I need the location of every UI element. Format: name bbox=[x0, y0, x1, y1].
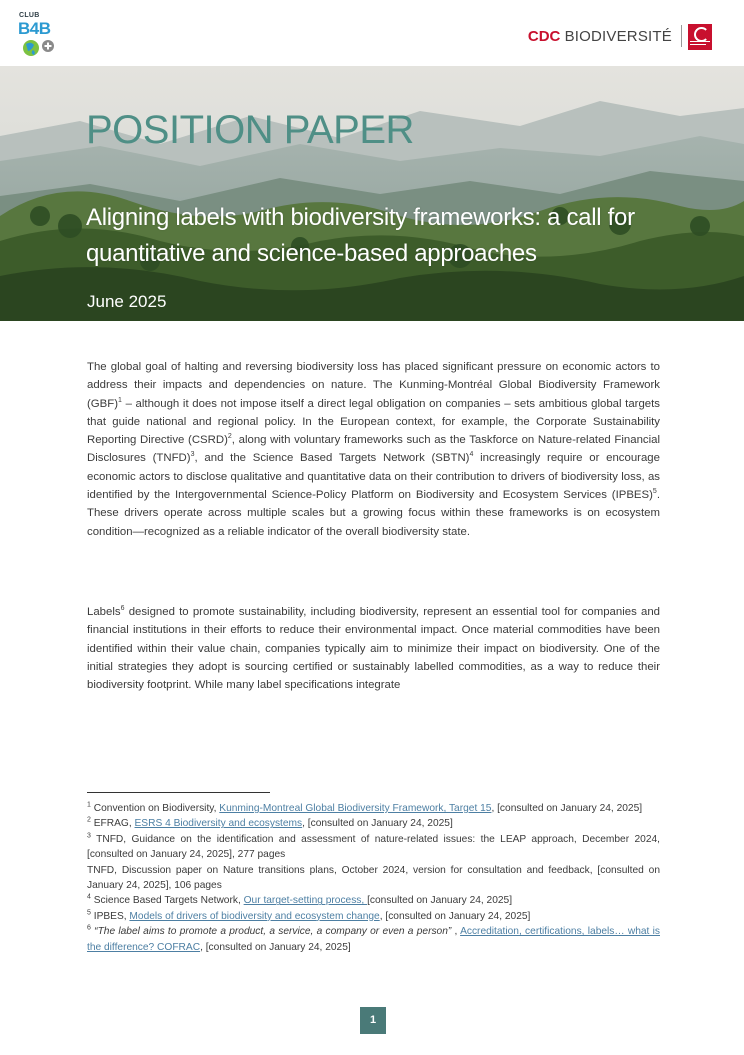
footnote-item bbox=[87, 801, 660, 816]
text-run: increasingly require or encourage economic actors to disclose qualitative and quantitative data on their contribution to drivers of biodiversity loss, as identified by the Intergovernmental Science-Policy Platform on Biodiversity and Ecosystem Services (IPBES) bbox=[87, 452, 660, 502]
footnote-item bbox=[87, 924, 660, 955]
cdc-label: CDC bbox=[527, 28, 561, 45]
caisse-depots-icon bbox=[688, 24, 712, 50]
footnote-text: , [consulted on January 24, 2025] bbox=[200, 941, 351, 953]
footnote-number: 1 bbox=[87, 801, 91, 809]
footnote-item bbox=[87, 832, 660, 863]
footnote-text: [consulted on January 24, 2025] bbox=[367, 895, 513, 907]
footnote-item bbox=[87, 863, 660, 894]
text-run: The global goal of halting and reversing biodiversity loss has placed significant pressure on economic actors to address their impacts and dependencies on nature. The Kunming-Montréal Global Biodiversity Framework (GBF) bbox=[87, 361, 660, 410]
footnote-quote: “The label aims to promote a product, a service, a company or even a person” bbox=[94, 926, 452, 938]
globe-icon bbox=[22, 38, 56, 58]
club-label: CLUB bbox=[19, 12, 40, 19]
club-b4b-logo bbox=[18, 12, 62, 58]
footnote-link[interactable]: Our target-setting process, bbox=[243, 895, 368, 907]
footnote-text: , [consulted on January 24, 2025] bbox=[491, 803, 643, 814]
footnote-text: Convention on Biodiversity, bbox=[93, 803, 220, 814]
footnote-link[interactable]: Kunming-Montreal Global Biodiversity Framework, Target 15 bbox=[219, 803, 492, 814]
logo-divider bbox=[681, 25, 682, 47]
biodiversite-label: BIODIVERSITÉ bbox=[564, 28, 672, 45]
footnote-separator bbox=[87, 792, 270, 793]
mountain-landscape-image bbox=[0, 66, 744, 321]
page-header bbox=[0, 0, 744, 66]
footnote-item bbox=[87, 816, 660, 831]
page-title: POSITION PAPER bbox=[86, 108, 414, 152]
footnote-ref: 2 bbox=[227, 433, 232, 441]
footnote-ref: 1 bbox=[118, 396, 122, 404]
text-run: – although it does not impose itself a direct legal obligation on companies – sets ambitious global targets that guide national and regional policy. In the European context, for example, the Corporate Sustainability Reporting Directive (CSRD) bbox=[87, 397, 660, 447]
footnote-text: Science Based Targets Network, bbox=[93, 895, 244, 907]
footnote-text: EFRAG, bbox=[93, 818, 135, 830]
footnote-link[interactable]: Models of drivers of biodiversity and ecosystem change bbox=[129, 910, 380, 922]
footnote-number: 4 bbox=[87, 894, 91, 902]
footnote-link[interactable]: Accreditation, certifications, labels… what is the difference? COFRAC bbox=[87, 926, 660, 953]
footnote-text: , [consulted on January 24, 2025] bbox=[379, 910, 531, 922]
footnote-link[interactable]: ESRS 4 Biodiversity and ecosystems bbox=[134, 818, 303, 830]
footnote-text: TNFD, Guidance on the identification and assessment of nature-related issues: the LEAP approach, December 2024, [consulted on January 24, 2025], 277 pages bbox=[87, 833, 660, 861]
text-run: , and the Science Based Targets Network (SBTN) bbox=[194, 452, 470, 465]
labels-paragraph bbox=[87, 603, 660, 694]
footnote-item bbox=[87, 893, 660, 908]
page-number: 1 bbox=[360, 1007, 386, 1034]
footnote-text: , bbox=[451, 926, 461, 938]
footnote-text: , [consulted on January 24, 2025] bbox=[302, 818, 453, 830]
footnote-number: 3 bbox=[87, 832, 91, 840]
footnote-ref: 5 bbox=[652, 488, 657, 496]
text-run: , along with voluntary frameworks such as the Taskforce on Nature-related Financial Disclosures (TNFD) bbox=[87, 434, 660, 465]
publication-date: June 2025 bbox=[87, 292, 167, 311]
text-run: . These drivers operate across multiple scales but a growing focus within these frameworks is on ecosystem condition—recognized as a reliable indicator of the overall biodiversity state. bbox=[87, 489, 660, 538]
footnote-number: 6 bbox=[87, 924, 91, 932]
text-run: designed to promote sustainability, including biodiversity, represent an essential tool for companies and financial institutions in their efforts to reduce their environmental impact. Once material commodities have been identified within their value chain, companies typically aim to minimize their impact on biodiversity. One of the initial strategies they adopt is sourcing certified or sustainably labelled commodities, as a way to reduce their biodiversity footprint. While many label specifications integrate bbox=[87, 606, 660, 692]
text-run: Labels bbox=[87, 606, 121, 618]
footnote-ref: 3 bbox=[190, 451, 195, 459]
intro-paragraph bbox=[87, 358, 660, 541]
paper-subtitle: Aligning labels with biodiversity frameworks: a call for quantitative and science-based approaches bbox=[86, 204, 635, 267]
footnote-item bbox=[87, 909, 660, 924]
footnote-text: IPBES, bbox=[93, 910, 130, 922]
hero-banner bbox=[0, 66, 744, 321]
footnote-ref: 4 bbox=[469, 451, 474, 459]
b4b-label: B4B bbox=[18, 19, 51, 38]
footnote-ref: 6 bbox=[120, 605, 125, 613]
footnote-number: 5 bbox=[87, 909, 91, 917]
footnote-number: 2 bbox=[87, 817, 91, 825]
footnotes bbox=[87, 801, 660, 955]
cdc-biodiversite-logo bbox=[527, 22, 728, 50]
footnote-text: TNFD, Discussion paper on Nature transitions plans, October 2024, version for consultation and feedback, [consulted on January 24, 2025], 106 pages bbox=[87, 864, 660, 892]
